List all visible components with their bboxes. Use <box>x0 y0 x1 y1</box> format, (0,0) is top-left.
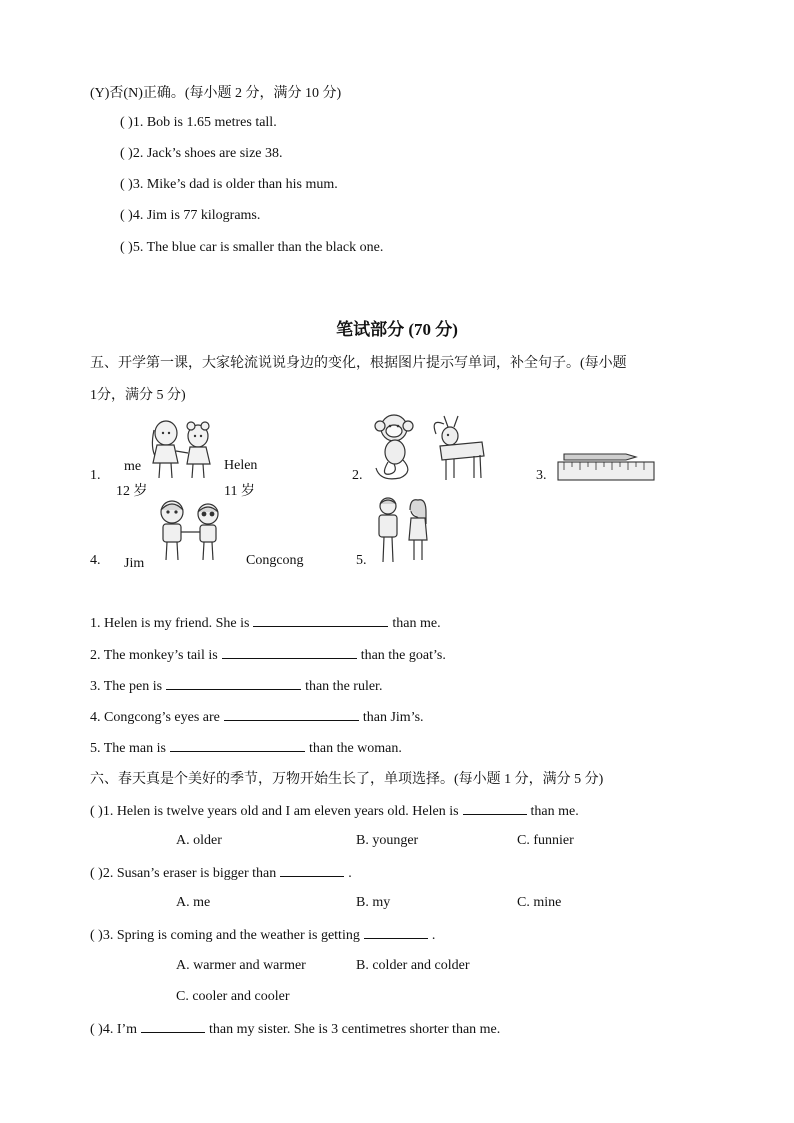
picture-1-number: 1. <box>90 468 101 483</box>
jim-and-congcong-illustration <box>152 498 230 562</box>
answer-blank[interactable] <box>280 864 344 877</box>
part5-sentence-1: 1. Helen is my friend. She is than me. <box>90 616 441 631</box>
answer-blank[interactable] <box>141 1020 205 1033</box>
q3-option-c[interactable]: C. cooler and cooler <box>176 989 290 1004</box>
answer-blank[interactable] <box>224 708 359 721</box>
listening-item-3: ( )3. Mike’s dad is older than his mum. <box>120 177 338 192</box>
part5-sentence-2: 2. The monkey’s tail is than the goat’s. <box>90 648 446 663</box>
pen-and-ruler-illustration <box>556 448 656 484</box>
picture-3-number: 3. <box>536 468 547 483</box>
listening-item-2: ( )2. Jack’s shoes are size 38. <box>120 146 283 161</box>
part6-question-3: ( )3. Spring is coming and the weather is getting . <box>90 928 436 943</box>
listening-item-5: ( )5. The blue car is smaller than the black one. <box>120 240 384 255</box>
picture-4-number: 4. <box>90 553 101 568</box>
picture-4-right-label: Congcong <box>246 553 304 568</box>
answer-blank[interactable] <box>364 926 428 939</box>
part5-sentence-4: 4. Congcong’s eyes are than Jim’s. <box>90 710 424 725</box>
q2-option-a[interactable]: A. me <box>176 895 211 910</box>
picture-4-left-label: Jim <box>124 556 145 571</box>
part5-instruction-cont: 1分，满分 5 分) <box>90 388 186 403</box>
picture-1-right-age: 11 岁 <box>224 484 255 499</box>
picture-1-left-age: 12 岁 <box>116 484 148 499</box>
part5-sentence-5: 5. The man is than the woman. <box>90 741 402 756</box>
answer-blank[interactable] <box>166 677 301 690</box>
answer-blank[interactable] <box>253 614 388 627</box>
answer-blank[interactable] <box>170 739 305 752</box>
q1-option-b[interactable]: B. younger <box>356 833 419 848</box>
q2-option-c[interactable]: C. mine <box>517 895 562 910</box>
listening-item-4: ( )4. Jim is 77 kilograms. <box>120 208 261 223</box>
picture-5-number: 5. <box>356 553 367 568</box>
answer-blank[interactable] <box>222 646 357 659</box>
part6-question-1: ( )1. Helen is twelve years old and I am eleven years old. Helen is than me. <box>90 804 579 819</box>
part6-question-2: ( )2. Susan’s eraser is bigger than . <box>90 866 352 881</box>
listening-item-1: ( )1. Bob is 1.65 metres tall. <box>120 115 277 130</box>
part5-sentence-3: 3. The pen is than the ruler. <box>90 679 383 694</box>
man-and-woman-illustration <box>372 496 436 564</box>
q3-option-b[interactable]: B. colder and colder <box>356 958 470 973</box>
part6-instruction: 六、春天真是个美好的季节，万物开始生长了，单项选择。(每小题 1 分，满分 5 分) <box>90 772 604 787</box>
listening-instruction: (Y)否(N)正确。(每小题 2 分，满分 10 分) <box>90 86 342 101</box>
written-section-title: 笔试部分 (70 分) <box>336 320 458 339</box>
picture-1-left-label: me <box>124 459 142 474</box>
monkey-and-goat-illustration <box>370 412 490 484</box>
picture-1-right-label: Helen <box>224 458 258 473</box>
q1-option-c[interactable]: C. funnier <box>517 833 574 848</box>
part5-instruction: 五、开学第一课，大家轮流说说身边的变化，根据图片提示写单词，补全句子。(每小题 <box>90 356 627 371</box>
q3-option-a[interactable]: A. warmer and warmer <box>176 958 306 973</box>
q1-option-a[interactable]: A. older <box>176 833 222 848</box>
q2-option-b[interactable]: B. my <box>356 895 391 910</box>
two-girls-illustration <box>144 418 222 480</box>
answer-blank[interactable] <box>463 802 527 815</box>
part6-question-4: ( )4. I’m than my sister. She is 3 centimetres shorter than me. <box>90 1022 501 1037</box>
picture-2-number: 2. <box>352 468 363 483</box>
